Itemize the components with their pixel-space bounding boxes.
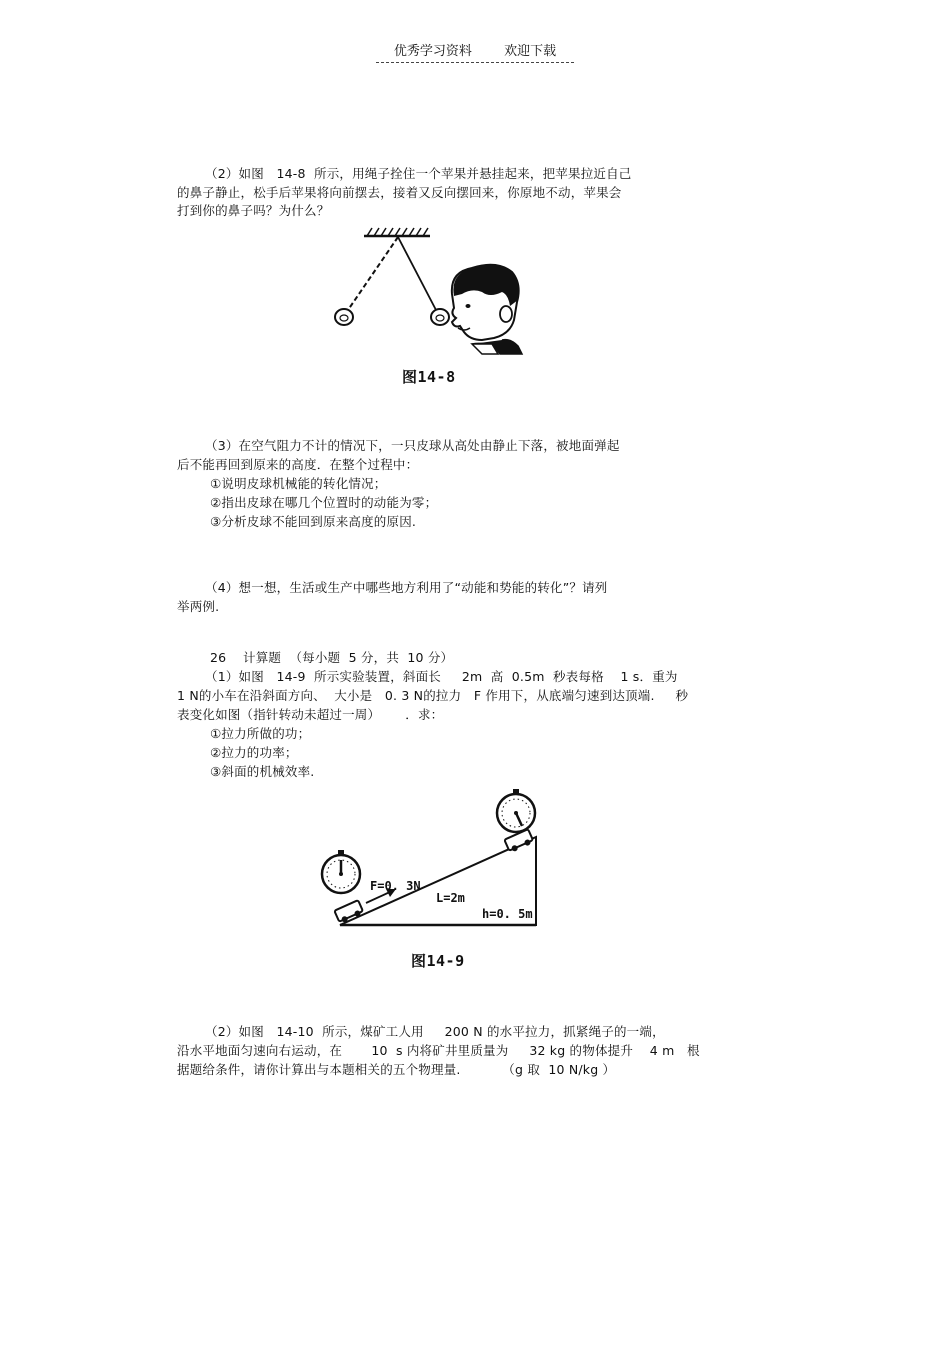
stopwatch-end-icon [497, 789, 535, 832]
q3-line1: （3）在空气阻力不计的情况下，一只皮球从高处由静止下落，被地面弹起 [205, 438, 620, 453]
fig14-8-caption: 图14-8 [402, 368, 456, 386]
header-left-text: 优秀学习资料 [393, 44, 472, 59]
section26-item2: ②拉力的功率； [210, 745, 298, 760]
page-header [0, 40, 950, 63]
section26-p1-line2: 1 N的小车在沿斜面方向、 大小是 0. 3 N的拉力 F 作用下，从底端匀速到达顶端. 秒 [177, 688, 689, 703]
q4-line1: （4）想一想，生活或生产中哪些地方利用了“动能和势能的转化”？请列 [205, 580, 608, 595]
section26-item1: ①拉力所做的功； [210, 726, 311, 741]
header-right-text: 欢迎下载 [504, 44, 557, 59]
section26-item3: ③斜面的机械效率. [210, 764, 315, 779]
q3-item2: ②指出皮球在哪几个位置时的动能为零； [210, 495, 438, 510]
pendulum-figure [322, 222, 532, 362]
height-label: h=0. 5m [482, 907, 533, 921]
p2-line2: 沿水平地面匀速向右运动，在 10 s 内将矿井里质量为 32 kg 的物体提升 4 m 根 [177, 1043, 700, 1058]
p2-line3: 据题给条件，请你计算出与本题相关的五个物理量. （g 取 10 N/kg ） [177, 1062, 616, 1077]
section26-p1-line3: 表变化如图（指针转动未超过一周） ．求： [177, 707, 444, 722]
force-label: F=0. 3N [370, 879, 421, 893]
q2-line1: （2）如图 14-8 所示，用绳子拴住一个苹果并悬挂起来，把苹果拉近自己 [205, 166, 632, 181]
q3-item1: ①说明皮球机械能的转化情况； [210, 476, 387, 491]
fig14-9-caption: 图14-9 [411, 952, 465, 970]
header-box [376, 40, 574, 63]
section26-p1-line1: （1）如图 14-9 所示实验装置，斜面长 2m 高 0.5m 秒表每格 1 s．重为 [205, 669, 678, 684]
length-label: L=2m [436, 891, 465, 905]
section26-title: 26 计算题 （每小题 5 分，共 10 分） [210, 650, 454, 665]
p2-line1: （2）如图 14-10 所示，煤矿工人用 200 N 的水平拉力，抓紧绳子的一端， [205, 1024, 665, 1039]
q3-line2: 后不能再回到原来的高度．在整个过程中： [177, 457, 419, 472]
stopwatch-start-icon [322, 850, 360, 893]
q2-line2: 的鼻子静止，松手后苹果将向前摆去，接着又反向摆回来，你原地不动，苹果会 [177, 185, 622, 200]
q2-line3: 打到你的鼻子吗？为什么？ [177, 203, 330, 218]
q3-item3: ③分析皮球不能回到原来高度的原因. [210, 514, 417, 529]
q4-line2: 举两例. [177, 599, 220, 614]
incline-figure [310, 785, 550, 930]
